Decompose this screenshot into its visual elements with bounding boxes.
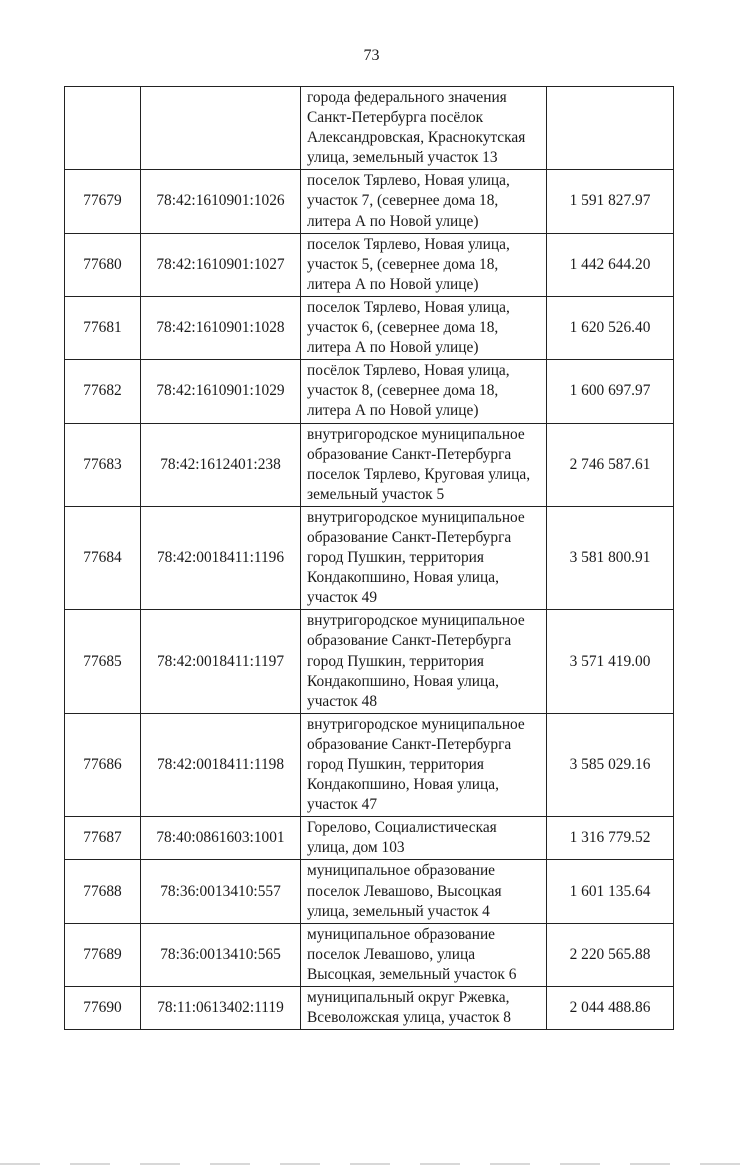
cadastral-value-table bbox=[64, 86, 674, 1030]
cadastral-value: 3 581 800.91 bbox=[547, 506, 674, 609]
row-number: 77690 bbox=[65, 987, 141, 1030]
cadastral-value bbox=[547, 87, 674, 170]
cadastral-number: 78:11:0613402:1119 bbox=[141, 987, 301, 1030]
address: муниципальный округ Ржевка, Всеволожская улица, участок 8 bbox=[301, 987, 547, 1030]
address: поселок Тярлево, Новая улица, участок 6, (севернее дома 18, литера А по Новой улице) bbox=[301, 296, 547, 359]
table-row bbox=[65, 296, 674, 359]
address: внутригородское муниципальное образование Санкт-Петербурга город Пушкин, территория Кондакопшино, Новая улица, участок 49 bbox=[301, 506, 547, 609]
cadastral-number: 78:36:0013410:557 bbox=[141, 860, 301, 923]
page-number: 73 bbox=[363, 47, 380, 64]
table-row bbox=[65, 713, 674, 816]
row-number: 77683 bbox=[65, 423, 141, 506]
address: внутригородское муниципальное образование Санкт-Петербурга город Пушкин, территория Кондакопшино, Новая улица, участок 48 bbox=[301, 610, 547, 713]
address: Горелово, Социалистическая улица, дом 103 bbox=[301, 817, 547, 860]
table-row bbox=[65, 506, 674, 609]
table-row bbox=[65, 817, 674, 860]
cadastral-number bbox=[141, 87, 301, 170]
cadastral-value: 2 220 565.88 bbox=[547, 923, 674, 986]
row-number: 77687 bbox=[65, 817, 141, 860]
row-number: 77680 bbox=[65, 233, 141, 296]
address: поселок Тярлево, Новая улица, участок 5, (севернее дома 18, литера А по Новой улице) bbox=[301, 233, 547, 296]
cadastral-number: 78:42:1610901:1026 bbox=[141, 170, 301, 233]
row-number bbox=[65, 87, 141, 170]
cadastral-number: 78:36:0013410:565 bbox=[141, 923, 301, 986]
cadastral-value: 3 585 029.16 bbox=[547, 713, 674, 816]
cadastral-value: 1 600 697.97 bbox=[547, 360, 674, 423]
table-row bbox=[65, 423, 674, 506]
cadastral-number: 78:40:0861603:1001 bbox=[141, 817, 301, 860]
address: посёлок Тярлево, Новая улица, участок 8, (севернее дома 18, литера А по Новой улице) bbox=[301, 360, 547, 423]
cadastral-number: 78:42:1610901:1029 bbox=[141, 360, 301, 423]
table-row bbox=[65, 360, 674, 423]
row-number: 77689 bbox=[65, 923, 141, 986]
table-row bbox=[65, 610, 674, 713]
cadastral-number: 78:42:1610901:1028 bbox=[141, 296, 301, 359]
table-row bbox=[65, 860, 674, 923]
address: муниципальное образование поселок Левашово, Высоцкая улица, земельный участок 4 bbox=[301, 860, 547, 923]
cadastral-number: 78:42:0018411:1196 bbox=[141, 506, 301, 609]
cadastral-number: 78:42:1612401:238 bbox=[141, 423, 301, 506]
row-number: 77688 bbox=[65, 860, 141, 923]
row-number: 77685 bbox=[65, 610, 141, 713]
cadastral-value: 1 442 644.20 bbox=[547, 233, 674, 296]
row-number: 77682 bbox=[65, 360, 141, 423]
row-number: 77681 bbox=[65, 296, 141, 359]
table-row bbox=[65, 987, 674, 1030]
cadastral-value: 1 620 526.40 bbox=[547, 296, 674, 359]
table-row bbox=[65, 233, 674, 296]
cadastral-value: 2 044 488.86 bbox=[547, 987, 674, 1030]
cadastral-value: 1 601 135.64 bbox=[547, 860, 674, 923]
cadastral-number: 78:42:1610901:1027 bbox=[141, 233, 301, 296]
cadastral-number: 78:42:0018411:1198 bbox=[141, 713, 301, 816]
row-number: 77686 bbox=[65, 713, 141, 816]
row-number: 77684 bbox=[65, 506, 141, 609]
address: муниципальное образование поселок Левашово, улица Высоцкая, земельный участок 6 bbox=[301, 923, 547, 986]
cadastral-value: 1 591 827.97 bbox=[547, 170, 674, 233]
address: внутригородское муниципальное образование Санкт-Петербурга город Пушкин, территория Кондакопшино, Новая улица, участок 47 bbox=[301, 713, 547, 816]
table-row bbox=[65, 87, 674, 170]
cadastral-value: 2 746 587.61 bbox=[547, 423, 674, 506]
table-row bbox=[65, 170, 674, 233]
row-number: 77679 bbox=[65, 170, 141, 233]
cadastral-value: 3 571 419.00 bbox=[547, 610, 674, 713]
cadastral-number: 78:42:0018411:1197 bbox=[141, 610, 301, 713]
address: города федерального значения Санкт-Петербурга посёлок Александровская, Краснокутская улица, земельный участок 13 bbox=[301, 87, 547, 170]
table-row bbox=[65, 923, 674, 986]
address: внутригородское муниципальное образование Санкт-Петербурга поселок Тярлево, Круговая улица, земельный участок 5 bbox=[301, 423, 547, 506]
cadastral-value: 1 316 779.52 bbox=[547, 817, 674, 860]
scan-artifact-line bbox=[0, 1163, 743, 1165]
address: поселок Тярлево, Новая улица, участок 7, (севернее дома 18, литера А по Новой улице) bbox=[301, 170, 547, 233]
